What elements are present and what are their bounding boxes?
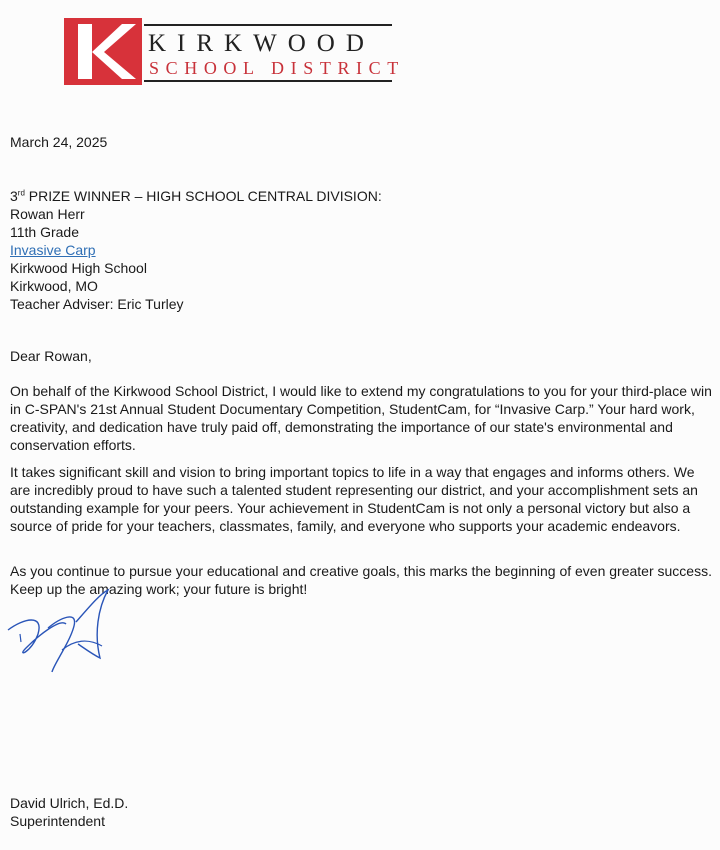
salutation: Dear Rowan, <box>10 348 92 364</box>
signer-name: David Ulrich, Ed.D. <box>10 795 129 811</box>
logo-subtitle: SCHOOL DISTRICT <box>149 58 405 78</box>
documentary-title-link[interactable]: Invasive Carp <box>10 242 96 258</box>
award-heading <box>10 187 382 205</box>
student-grade: 11th Grade <box>10 224 80 240</box>
logo-wordmark: KIRKWOOD <box>148 30 375 57</box>
logo-rule-top <box>144 24 392 26</box>
signer-title: Superintendent <box>10 813 105 829</box>
school-name: Kirkwood High School <box>10 260 147 276</box>
place-number: 3 <box>10 188 18 204</box>
district-logo <box>64 18 405 88</box>
award-heading-rest: PRIZE WINNER – HIGH SCHOOL CENTRAL DIVISION: <box>24 188 382 204</box>
place-suffix: rd <box>17 188 25 198</box>
signature <box>4 588 124 680</box>
letter-date: March 24, 2025 <box>10 134 108 150</box>
school-city: Kirkwood, MO <box>10 278 98 294</box>
body-paragraph-1: On behalf of the Kirkwood School District, I would like to extend my congratulations to you for your third-place win in C-SPAN's 21st Annual Student Documentary Competition, StudentCam, for “Invasive Carp.” Your hard work, creativity, and dedication have truly paid off, demonstrating the importance of our state's environmental and conservation efforts. <box>10 383 712 453</box>
k-logo-icon <box>64 18 142 85</box>
logo-rule-bottom <box>144 80 392 82</box>
teacher-adviser: Teacher Adviser: Eric Turley <box>10 296 184 312</box>
student-name: Rowan Herr <box>10 206 85 222</box>
body-paragraph-3: As you continue to pursue your educational and creative goals, this marks the beginning of even greater success. Keep up the amazing work; your future is bright! <box>10 563 712 597</box>
body-paragraph-2: It takes significant skill and vision to bring important topics to life in a way that engages and informs others. We are incredibly proud to have such a talented student representing our district, and your accomplishment sets an outstanding example for your peers. Your achievement in StudentCam is not only a personal victory but also a source of pride for your teachers, classmates, family, and everyone who supports your academic endeavors. <box>10 464 698 534</box>
